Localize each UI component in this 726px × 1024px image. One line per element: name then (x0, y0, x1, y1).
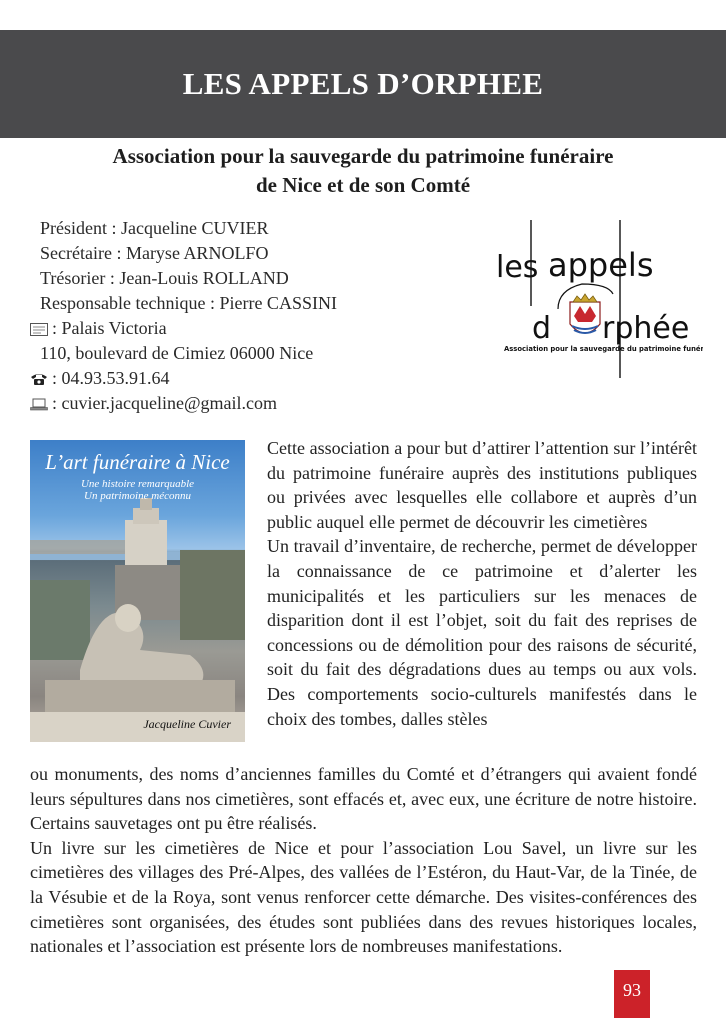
book-subtitle (30, 478, 245, 502)
book-subtitle-1: Une histoire remarquable (80, 478, 195, 490)
book-author: Jacqueline Cuvier (143, 717, 231, 731)
treasurer-line: Trésorier : Jean-Louis ROLLAND (40, 268, 289, 288)
envelope-icon (30, 318, 52, 343)
page-number: 93 (614, 970, 650, 1018)
logo-word-orphee-d: d (532, 311, 552, 346)
email-line (30, 391, 470, 416)
subtitle-line-1: Association pour la sauvegarde du patrimoine funéraire (112, 144, 614, 168)
book-subtitle-2: Un patrimoine méconnu (84, 490, 191, 502)
logo-tagline: Association pour la sauvegarde du patrimoine funéraire (504, 345, 703, 353)
email-value[interactable]: : cuvier.jacqueline@gmail.com (52, 393, 277, 413)
body-text-column (267, 436, 697, 731)
association-logo (488, 214, 703, 379)
book-cover-image (30, 440, 245, 742)
subtitle (0, 142, 726, 200)
address-street: 110, boulevard de Cimiez 06000 Nice (40, 343, 314, 363)
laptop-icon (30, 393, 52, 418)
paragraph-3: Un livre sur les cimetières de Nice et pour l’association Lou Savel, un livre sur les cimetières des villages des Pré-Alpes, des vallées de l’Estéron, du Haut-Var, de la Tinée, de la Vésubie et de la Roya, sont venus renforcer cette démarche. Des visites-conférences des cimetières sont organisées, des études sont publiées dans des revues historiques locales, nationales et l’association est présente lors de nombreuses manifestations. (30, 837, 697, 957)
logo-word-appels: appels (548, 246, 654, 284)
paragraph-2-continued: ou monuments, des noms d’anciennes familles du Comté et d’étrangers qui avaient fondé leurs sépultures dans nos cimetières, sont effacés et, avec eux, une écriture de notre histoire. Certains sauvetages ont pu être réalisés. (30, 764, 697, 834)
address-value: : Palais Victoria (52, 318, 167, 338)
header-band (0, 30, 726, 138)
telephone-icon (30, 368, 52, 393)
subtitle-line-2: de Nice et de son Comté (255, 173, 471, 197)
secretary-line: Secrétaire : Maryse ARNOLFO (40, 243, 269, 263)
phone-value: : 04.93.53.91.64 (52, 368, 170, 388)
phone-line (30, 366, 470, 391)
nice-coat-of-arms-icon (570, 294, 600, 333)
contact-block (30, 216, 470, 416)
book-title: L’art funéraire à Nice (45, 450, 230, 474)
page-title: LES APPELS D’ORPHEE (182, 66, 544, 101)
address-line (30, 316, 470, 341)
technical-manager-line: Responsable technique : Pierre CASSINI (40, 293, 337, 313)
paragraph-1: Cette association a pour but d’attirer l’attention sur l’intérêt du patrimoine funéraire auprès des institutions publiques ou privées avec lesquelles elle collabore et auprès d’un public auquel elle permet de découvrir les cimetières (267, 438, 697, 532)
body-text-full (30, 762, 697, 959)
paragraph-2: Un travail d’inventaire, de recherche, permet de développer la connaissance de ce patrimoine et d’alerter les municipalités et les particuliers sur les menaces de disparition dont il est l’objet, soit du fait des reprises de concessions ou de démolition pour des raisons de sécurité, soit du fait des dégradations dues au temps ou aux vols. Des comportements socio-culturels manifestés dans le choix des tombes, dalles stèles (267, 536, 697, 729)
logo-word-les: les (496, 250, 539, 285)
president-line: Président : Jacqueline CUVIER (40, 218, 269, 238)
logo-word-orphee: rphée (602, 311, 690, 346)
